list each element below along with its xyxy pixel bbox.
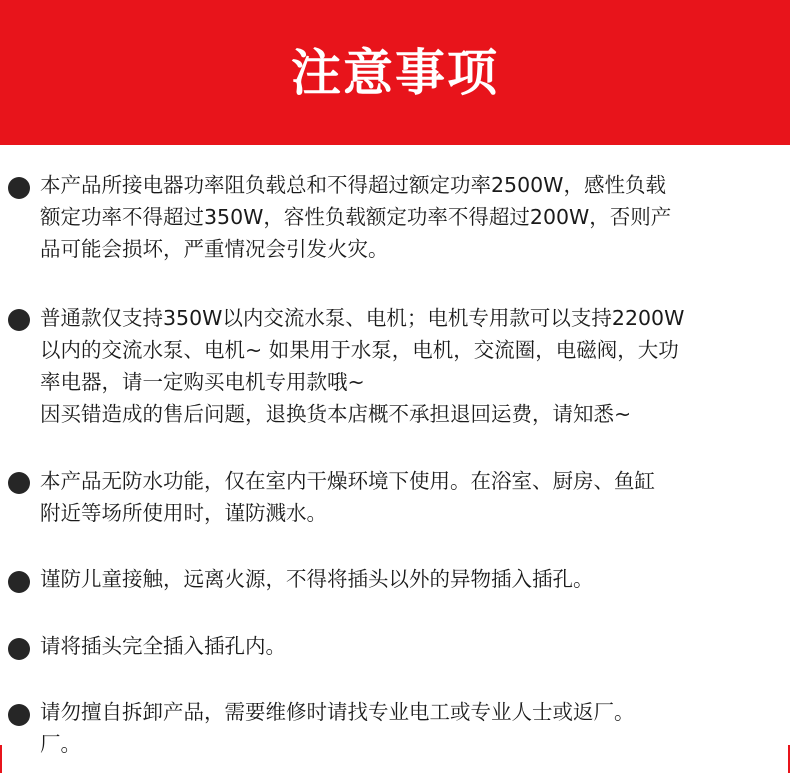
notice-line: 谨防儿童接触，远离火源，不得将插头以外的异物插入插孔。 [40, 567, 594, 591]
notice-line: 因买错造成的售后问题，退换货本店概不承担退回运费，请知悉~ [40, 402, 632, 426]
notice-item [40, 563, 782, 595]
bullet-icon [8, 472, 30, 494]
bullet-icon [8, 309, 30, 331]
frame-edge [0, 745, 2, 773]
notice-item [40, 169, 782, 265]
notice-line: 品可能会损坏，严重情况会引发火灾。 [40, 237, 389, 261]
notice-line: 率电器，请一定购买电机专用款哦~ [40, 370, 365, 394]
notice-line: 本产品所接电器功率阻负载总和不得超过额定功率2500W，感性负载 [40, 173, 666, 197]
notice-line: 普通款仅支持350W以内交流水泵、电机；电机专用款可以支持2200W [40, 306, 685, 330]
notice-line: 本产品无防水功能，仅在室内干燥环境下使用。在浴室、厨房、鱼缸 [40, 469, 655, 493]
notice-line: 请将插头完全插入插孔内。 [40, 634, 286, 658]
notice-item [40, 630, 782, 662]
notice-line: 以内的交流水泵、电机~ 如果用于水泵，电机，交流圈，电磁阀，大功 [40, 338, 679, 362]
notice-line: 厂。 [40, 732, 81, 756]
notice-line: 附近等场所使用时，谨防溅水。 [40, 501, 327, 525]
bullet-icon [8, 177, 30, 199]
notice-line: 请勿擅自拆卸产品，需要维修时请找专业电工或专业人士或返厂。 [40, 700, 635, 724]
notice-item [40, 302, 782, 430]
page-title: 注意事项 [291, 43, 499, 102]
header-banner [0, 0, 790, 145]
notice-item [40, 465, 782, 529]
notice-item [40, 696, 782, 760]
bullet-icon [8, 638, 30, 660]
bullet-icon [8, 704, 30, 726]
notice-line: 额定功率不得超过350W，容性负载额定功率不得超过200W，否则产 [40, 205, 672, 229]
bullet-icon [8, 571, 30, 593]
